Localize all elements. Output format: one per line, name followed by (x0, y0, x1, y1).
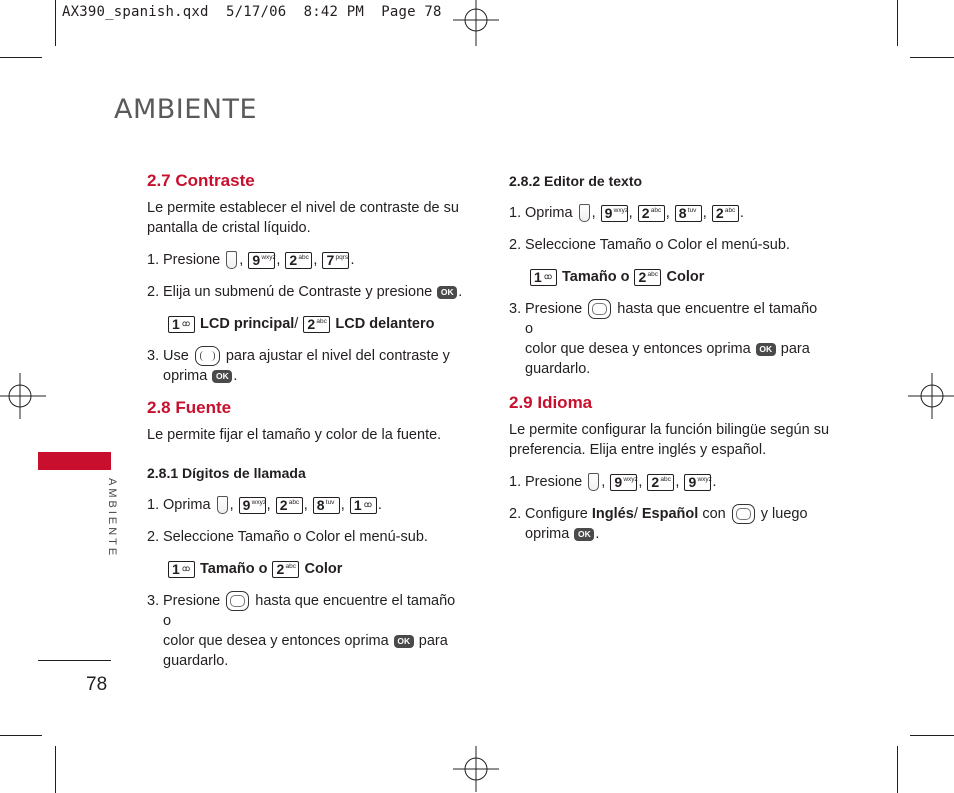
step-editor-2: 2. Seleccione Tamaño o Color el menú-sub. (509, 237, 790, 253)
softkey-icon (217, 496, 228, 514)
intro-idioma: Le permite configurar la función bilingüe según su preferencia. Elija entre inglés y español. (509, 422, 830, 459)
ok-key-icon: OK (394, 635, 414, 648)
nav-up-down-icon (588, 299, 611, 319)
section-title-contraste: 2.7 Contraste (147, 171, 255, 190)
key-9-icon: 9 wxyz (601, 205, 628, 222)
key-7-icon: 7 pqrs (322, 252, 349, 269)
key-2-icon: 2 abc (638, 205, 665, 222)
key-2-icon: 2 abc (303, 316, 330, 333)
ok-key-icon: OK (756, 343, 776, 356)
step-fuente-1: 1. Oprima , 9 wxyz , 2 abc , 8 tuv , 1 ꝏ . (147, 496, 382, 514)
right-column (509, 171, 829, 544)
nav-up-down-icon (226, 591, 249, 611)
option-line-contraste: 1 ꝏ LCD principal/ 2 abc LCD delantero (147, 314, 467, 334)
step-editor-3: 3. Presione hasta que encuentre el tamaño o color que desea y entonces oprima OK para guardarlo. (509, 301, 818, 378)
intro-contraste: Le permite establecer el nivel de contraste de su pantalla de cristal líquido. (147, 200, 459, 236)
nav-left-right-icon (195, 346, 220, 366)
print-slug: AX390_spanish.qxd 5/17/06 8:42 PM Page 78 (62, 4, 442, 20)
intro-fuente: Le permite fijar el tamaño y color de la fuente. (147, 427, 442, 444)
ok-key-icon: OK (437, 286, 457, 299)
footer-rule (38, 660, 111, 661)
step-idioma-2: 2. Configure Inglés/ Español con y luego oprima OK . (509, 506, 808, 543)
key-1-icon: 1 ꝏ (530, 269, 557, 286)
page-title: AMBIENTE (114, 94, 258, 125)
section-tab-label: AMBIENTE (106, 478, 118, 559)
section-title-idioma: 2.9 Idioma (509, 393, 593, 413)
key-8-icon: 8 tuv (675, 205, 702, 222)
softkey-icon (226, 251, 237, 269)
key-1-icon: 1 ꝏ (168, 316, 195, 333)
registration-mark-top (453, 0, 499, 46)
registration-mark-right (908, 373, 954, 419)
step-contraste-3: 3. Use para ajustar el nivel del contraste y oprima OK . (147, 348, 450, 385)
key-1-icon: 1 ꝏ (168, 561, 195, 578)
section-title-fuente: 2.8 Fuente (147, 398, 232, 418)
registration-mark-left (0, 373, 46, 419)
key-9-icon: 9 wxyz (239, 497, 266, 514)
key-2-icon: 2 abc (634, 269, 661, 286)
key-2-icon: 2 abc (276, 497, 303, 514)
key-2-icon: 2 abc (272, 561, 299, 578)
softkey-icon (588, 473, 599, 491)
ok-key-icon: OK (574, 528, 594, 541)
key-2-icon: 2 abc (647, 474, 674, 491)
left-column (147, 171, 467, 671)
option-line-fuente: 1 ꝏ Tamaño o 2 abc Color (147, 559, 467, 579)
key-1-icon: 1 ꝏ (350, 497, 377, 514)
step-editor-1: 1. Oprima , 9 wxyz , 2 abc , 8 tuv , 2 abc . (509, 204, 744, 221)
subsection-editor: 2.8.2 Editor de texto (509, 173, 643, 189)
registration-mark-bottom (453, 746, 499, 792)
key-2-icon: 2 abc (285, 252, 312, 269)
key-9-icon: 9 wxyz (248, 252, 275, 269)
step-fuente-2: 2. Seleccione Tamaño o Color el menú-sub. (147, 529, 428, 546)
step-contraste-2: 2. Elija un submenú de Contraste y presione OK . (147, 284, 463, 300)
key-8-icon: 8 tuv (313, 497, 340, 514)
key-9-icon: 9 wxyz (684, 474, 711, 491)
ok-key-icon: OK (212, 370, 232, 383)
step-fuente-3: 3. Presione hasta que encuentre el tamaño o color que desea y entonces oprima OK para guardarlo. (147, 593, 456, 670)
option-line-editor: 1 ꝏ Tamaño o 2 abc Color (509, 267, 829, 287)
key-9-icon: 9 wxyz (610, 474, 637, 491)
section-tab-bar (38, 452, 111, 470)
key-2-icon: 2 abc (712, 205, 739, 222)
subsection-digitos: 2.8.1 Dígitos de llamada (147, 465, 306, 482)
step-contraste-1: 1. Presione , 9 wxyz , 2 abc , 7 pqrs . (147, 251, 355, 268)
page-number: 78 (86, 674, 108, 695)
softkey-icon (579, 204, 590, 222)
nav-up-down-icon (732, 504, 755, 524)
step-idioma-1: 1. Presione , 9 wxyz , 2 abc , 9 wxyz . (509, 473, 717, 491)
